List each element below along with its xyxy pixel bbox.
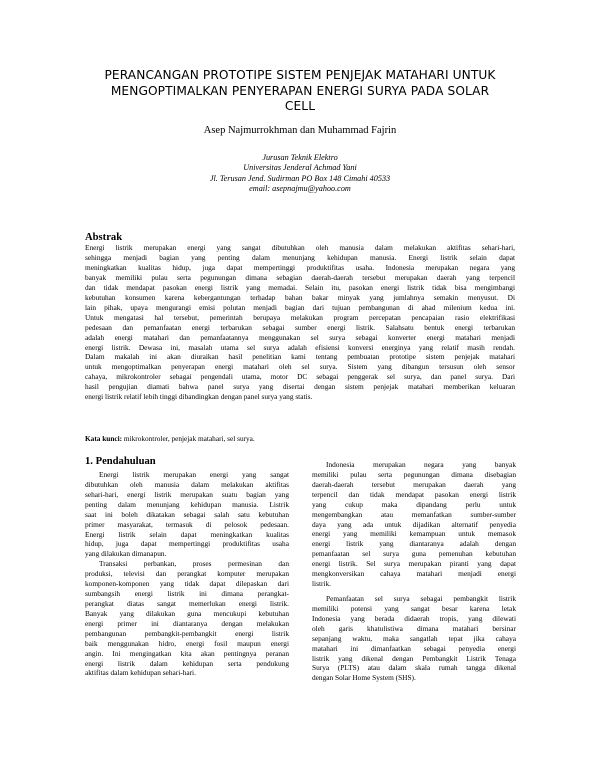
paper-title <box>60 68 540 115</box>
text-line: memiliki pulau serta pegunungan dimana disebagian <box>312 469 516 479</box>
text-line: pemanfaatan sel surya guna pemenuhan kebutuhan <box>312 549 516 559</box>
keywords <box>85 434 515 443</box>
text-line: dengan Solar Home System (SHS). <box>312 673 416 683</box>
text-line: energi primer ini diantaranya dengan melakukan <box>85 618 289 628</box>
text-line: pembangunan pembangkit-pembangkit energi listrik <box>85 628 289 638</box>
text-line: meningkatkan kualitas hidup, juga dapat mempertinggi produktifitas usaha. Indonesia merupakan negara yang <box>85 262 515 272</box>
text-line: primer masyarakat, termasuk di pelosok pedesaan. <box>85 519 289 529</box>
text-line: saat ini boleh dikatakan sebagai salah satu kebutuhan <box>85 509 289 519</box>
section-heading-pendahuluan: 1. Pendahuluan <box>85 456 156 467</box>
text-line: memiliki potensi yang sangat besar karena letak <box>312 603 516 613</box>
text-line: energi listrik relatif lebih tinggi dibandingkan dengan panel surya yang statis. <box>85 392 313 402</box>
text-line: sehari-hari, energi listrik merupakan suatu bagian yang <box>85 489 289 499</box>
text-line: sehingga menjadi bagian yang penting dalam menunjang kehidupan manusia. Energi listrik selain dapat <box>85 252 515 262</box>
text-line: baik menggunakan hidro, energi fosil maupun energi <box>85 638 289 648</box>
text-line: oleh garis khatulistiwa dimana matahari bersinar <box>312 623 516 633</box>
text-line: Indonesia merupakan negara yang banyak <box>326 460 516 469</box>
text-line: sepanjang waktu, maka sangatlah tepat jika cahaya <box>312 633 516 643</box>
text-line: produksi, televisi dan perangkat komputer merupakan <box>85 569 289 579</box>
text-line: aktifitas dalam kehidupan sehari-hari. <box>85 668 196 678</box>
text-line: yang dilakukan dimanapun. <box>85 549 167 559</box>
text-line: kebutuhan konsumen karena kebergantungan terhadap bahan bakar minyak yang jumlahnya semakin menyusut. Di <box>85 292 515 302</box>
keywords-label: Kata kunci: <box>85 434 123 443</box>
text-line: dan tidak mendapat pasokan energi listrik yang memadai. Selain itu, pasokan energi listrik tidak bisa mengimbangi <box>85 282 515 292</box>
title-line: PERANCANGAN PROTOTIPE SISTEM PENJEJAK MATAHARI UNTUK <box>104 68 496 82</box>
text-line: banyak memiliki pulau serta pegunungan dimana sebagian daerah-daerah tersebut merupakan daerah yang terpencil <box>85 272 515 282</box>
paper-authors: Asep Najmurrokhman dan Muhammad Fajrin <box>203 125 397 136</box>
abstract-body <box>85 243 515 402</box>
text-line: adalah energi matahari dan pemanfaatannya menggunakan sel surya sebagai konverter energi matahari menjadi <box>85 332 515 342</box>
text-line: Energi listrik merupakan energi yang sangat <box>99 470 289 479</box>
text-line: Transaksi perbankan, proses permesinan dan <box>99 559 289 569</box>
text-line: Energi listrik merupakan energi yang sangat dibutuhkan oleh manusia dalam melakukan aktifitas sehari-hari, <box>85 243 515 252</box>
text-line: Indonesia yang berada didaerah tropis, yang dilewati <box>312 613 516 623</box>
text-line: daya yang ada untuk dijadikan alternatif penyedia <box>312 519 516 529</box>
text-line: energi listrik. Dewasa ini, masalah utama sel surya adalah efisiensi konversi energinya yang relatif masih rendah. <box>85 342 515 352</box>
keywords-text: mikrokontroler, penjejak matahari, sel surya. <box>122 434 255 443</box>
text-line: terpencil dan tidak mendapat pasokan energi listrik <box>312 489 516 499</box>
text-line: pedesaan dan pemanfaatan energi terbarukan sebagai sumber energi listrik. Salahsatu bentuk energi terbarukan <box>85 322 515 332</box>
affiliation-line: Jl. Terusan Jend. Sudirman PO Box 148 Cimahi 40533 <box>209 173 391 183</box>
text-line: mengkonversikan cahaya matahari menjadi energi <box>312 569 516 579</box>
text-line: untuk mengoptimalkan penyerapan energi matahari oleh sel surya. Sistem yang dibangun tersusun oleh sensor <box>85 362 515 372</box>
text-line: energi listrik yang diantaranya adalah dengan <box>312 539 516 549</box>
author-affiliation <box>60 153 540 195</box>
text-line: listrik. <box>312 579 331 589</box>
affiliation-line: Universitas Jenderal Achmad Yani <box>243 163 357 173</box>
text-line: angin. Ini mengingatkan kita akan pentingnya peranan <box>85 648 289 658</box>
title-line: CELL <box>284 99 316 113</box>
text-line: mengembangkan atau memanfatkan sumber-sumber <box>312 509 516 519</box>
text-line: Energi listrik selain dapat meningkatkan kualitas <box>85 529 289 539</box>
text-line: Pemanfaatan sel surya sebagai pembangkit listrik <box>326 593 516 603</box>
title-line: MENGOPTIMALKAN PENYERAPAN ENERGI SURYA PADA SOLAR <box>110 83 490 98</box>
right-column <box>312 460 516 683</box>
text-line: penting dalam menunjang kehidupan manusia. Listrik <box>85 499 289 509</box>
text-line: energi yang memiliki kemampuan untuk memasok <box>312 529 516 539</box>
text-line: daerah-daerah tersebut merupakan daerah yang <box>312 479 516 489</box>
text-line: Untuk mengatasi hal tersebut, pemerintah berupaya melakukan program percepatan pencapaian rasio elektrifikasi <box>85 312 515 322</box>
text-line: Dalam makalah ini akan diuraikan hasil penelitian kami tentang pembuatan prototipe sistem penjejak matahari <box>85 352 515 362</box>
text-line: hidup, juga dapat mempertinggi produktifitas usaha <box>85 539 289 549</box>
text-line: listrik yang dikenal dengan Pembangkit Listrik Tenaga <box>312 653 516 663</box>
text-line: Banyak yang dilakukan guna mencukupi kebutuhan <box>85 608 289 618</box>
text-line: dibutuhkan oleh manusia dalam melakukan aktifitas <box>85 479 289 489</box>
text-line: cahaya, mikrokontroler sebagai pengendali utama, motor DC sebagai penggerak sel surya, dan panel surya. Dari <box>85 372 515 382</box>
text-line: yang cukup maka dipandang perlu untuk <box>312 499 516 509</box>
author-email: email: asepnajmu@yahoo.com <box>249 184 351 194</box>
text-line: matahari ini dimanfaatkan sebagai penyedia energi <box>312 643 516 653</box>
text-line: hasil pengujian diamati bahwa panel surya yang disertai dengan sistem penjejak matahari memberikan keluaran <box>85 382 515 392</box>
text-line: perangkat diatas sangat memerlukan energi listrik. <box>85 598 289 608</box>
text-line: energi listrik dalam kehidupan serta pendukung <box>85 658 289 668</box>
affiliation-line: Jurusan Teknik Elektro <box>262 153 338 162</box>
abstract-heading: Abstrak <box>85 232 123 243</box>
text-line: energi listrik. Sel surya merupakan piranti yang dapat <box>312 559 516 569</box>
text-line: Surya (PLTS) atau dalam skala rumah tangga dikenal <box>312 663 516 673</box>
left-column <box>85 470 289 678</box>
text-line: sumbangsih energi listrik ini dimana perangkat- <box>85 589 289 599</box>
text-line: lain pihak, upaya mengurangi emisi polutan menjadi bagian dari tujuan pembangunan di ahad milenium kedua ini. <box>85 302 515 312</box>
text-line: komponen-komponen yang tidak dapat dilepaskan dari <box>85 579 289 589</box>
